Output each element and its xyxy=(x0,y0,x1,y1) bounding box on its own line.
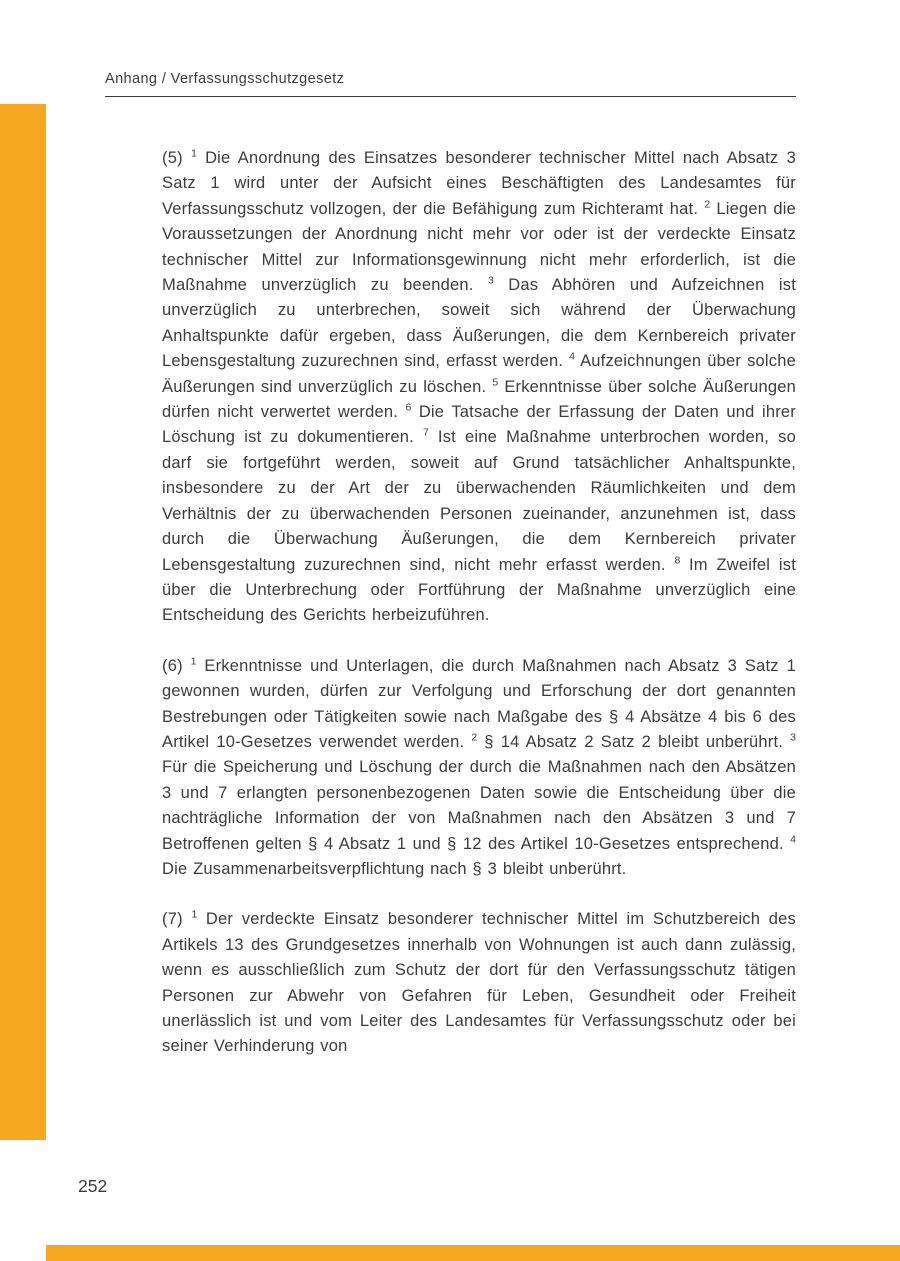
sentence-number: 5 xyxy=(492,376,499,389)
sentence-number: 3 xyxy=(487,274,494,287)
left-accent-bar xyxy=(0,104,46,1140)
page-number: 252 xyxy=(78,1176,108,1196)
running-header-text: Anhang / Verfassungsschutzgesetz xyxy=(105,71,345,87)
sentence-number: 1 xyxy=(191,908,198,921)
sentence-number: 1 xyxy=(190,655,197,668)
sentence-number: 1 xyxy=(191,147,197,160)
sentence-number: 2 xyxy=(704,198,711,211)
paragraph-absatz-6: (6) $^1$ Erkenntnisse und Unterlagen, die durch Maßnahmen nach Absatz 3 Satz 1 gewonnen wurden, dürfen zur Verfolgung und Erforschung der dort genannten Bestrebungen oder Tätigkeiten sowie nach Maßgabe des § 4 Absätze 4 bis 6 des Artikel 10-Gesetzes verwendet werden. $^2$ § 14 Absatz 2 Satz 2 bleibt unberührt. $^3$ Für die Speicherung und Löschung der durch die Maßnahmen nach den Absätzen 3 und 7 erlangten personenbezogenen Daten sowie die Entscheidung über die nachträgliche Information der von Maßnahmen nach den Absätzen 3 und 7 Betroffenen gelten § 4 Absatz 1 und § 12 des Artikel 10-Gesetzes entsprechend. $^4$ Die Zusammenarbeitsverpflichtung nach § 3 bleibt unberührt. xyxy=(162,655,796,878)
sentence-number: 6 xyxy=(405,401,412,414)
paragraph-absatz-7: (7) $^1$ Der verdeckte Einsatz besonderer technischer Mittel im Schutzbereich des Artikels 13 des Grundgesetzes innerhalb von Wohnungen ist auch dann zulässig, wenn es ausschließlich zum Schutz der dort für den Verfassungsschutz tätigen Personen zur Abwehr von Gefahren für Leben, Gesundheit oder Freiheit unerlässlich ist und vom Leiter des Landesamtes für Verfassungsschutz oder bei seiner Verhinderung von xyxy=(162,908,796,1056)
sentence-number: 4 xyxy=(569,350,575,363)
body-text xyxy=(162,146,796,1085)
sentence-number: 4 xyxy=(790,833,796,846)
running-header xyxy=(105,71,796,97)
bottom-accent-bar xyxy=(46,1245,900,1261)
paragraph-absatz-5: (5) $^1$ Die Anordnung des Einsatzes besonderer technischer Mittel nach Absatz 3 Satz 1 wird unter der Aufsicht eines Beschäftigten des Landesamtes für Verfassungsschutz vollzogen, der die Befähigung zum Richteramt hat. $^2$ Liegen die Voraussetzungen der Anordnung nicht mehr vor oder ist der verdeckte Einsatz technischer Mittel zur Informationsgewinnung nicht mehr erforderlich, ist die Maßnahme unverzüglich zu beenden. $^3$ Das Abhören und Aufzeichnen ist unverzüglich zu unterbrechen, soweit sich während der Überwachung Anhaltspunkte dafür ergeben, dass Äußerungen, die dem Kernbereich privater Lebensgestaltung zuzurechnen sind, erfasst werden. $^4$ Aufzeichnungen über solche Äußerungen sind unverzüglich zu löschen. $^5$ Erkenntnisse über solche Äußerungen dürfen nicht verwertet werden. $^6$ Die Tatsache der Erfassung der Daten und ihrer Löschung ist zu dokumentieren. $^7$ Ist eine Maßnahme unterbrochen worden, so darf sie fortgeführt werden, soweit auf Grund tatsächlicher Anhaltspunkte, insbesondere zu der Art der zu überwachenden Räumlichkeiten und dem Verhältnis der zu überwachenden Personen zueinander, anzunehmen ist, dass durch die Überwachung Äußerungen, die dem Kernbereich privater Lebensgestaltung zuzurechnen sind, nicht mehr erfasst werden. $^8$ Im Zweifel ist über die Unterbrechung oder Fortführung der Maßnahme unverzüglich eine Entscheidung des Gerichts herbeizuführen. xyxy=(162,147,797,625)
sentence-number: 3 xyxy=(790,731,796,744)
sentence-number: 7 xyxy=(422,426,429,439)
sentence-number: 8 xyxy=(674,554,681,566)
sentence-number: 2 xyxy=(471,731,478,744)
